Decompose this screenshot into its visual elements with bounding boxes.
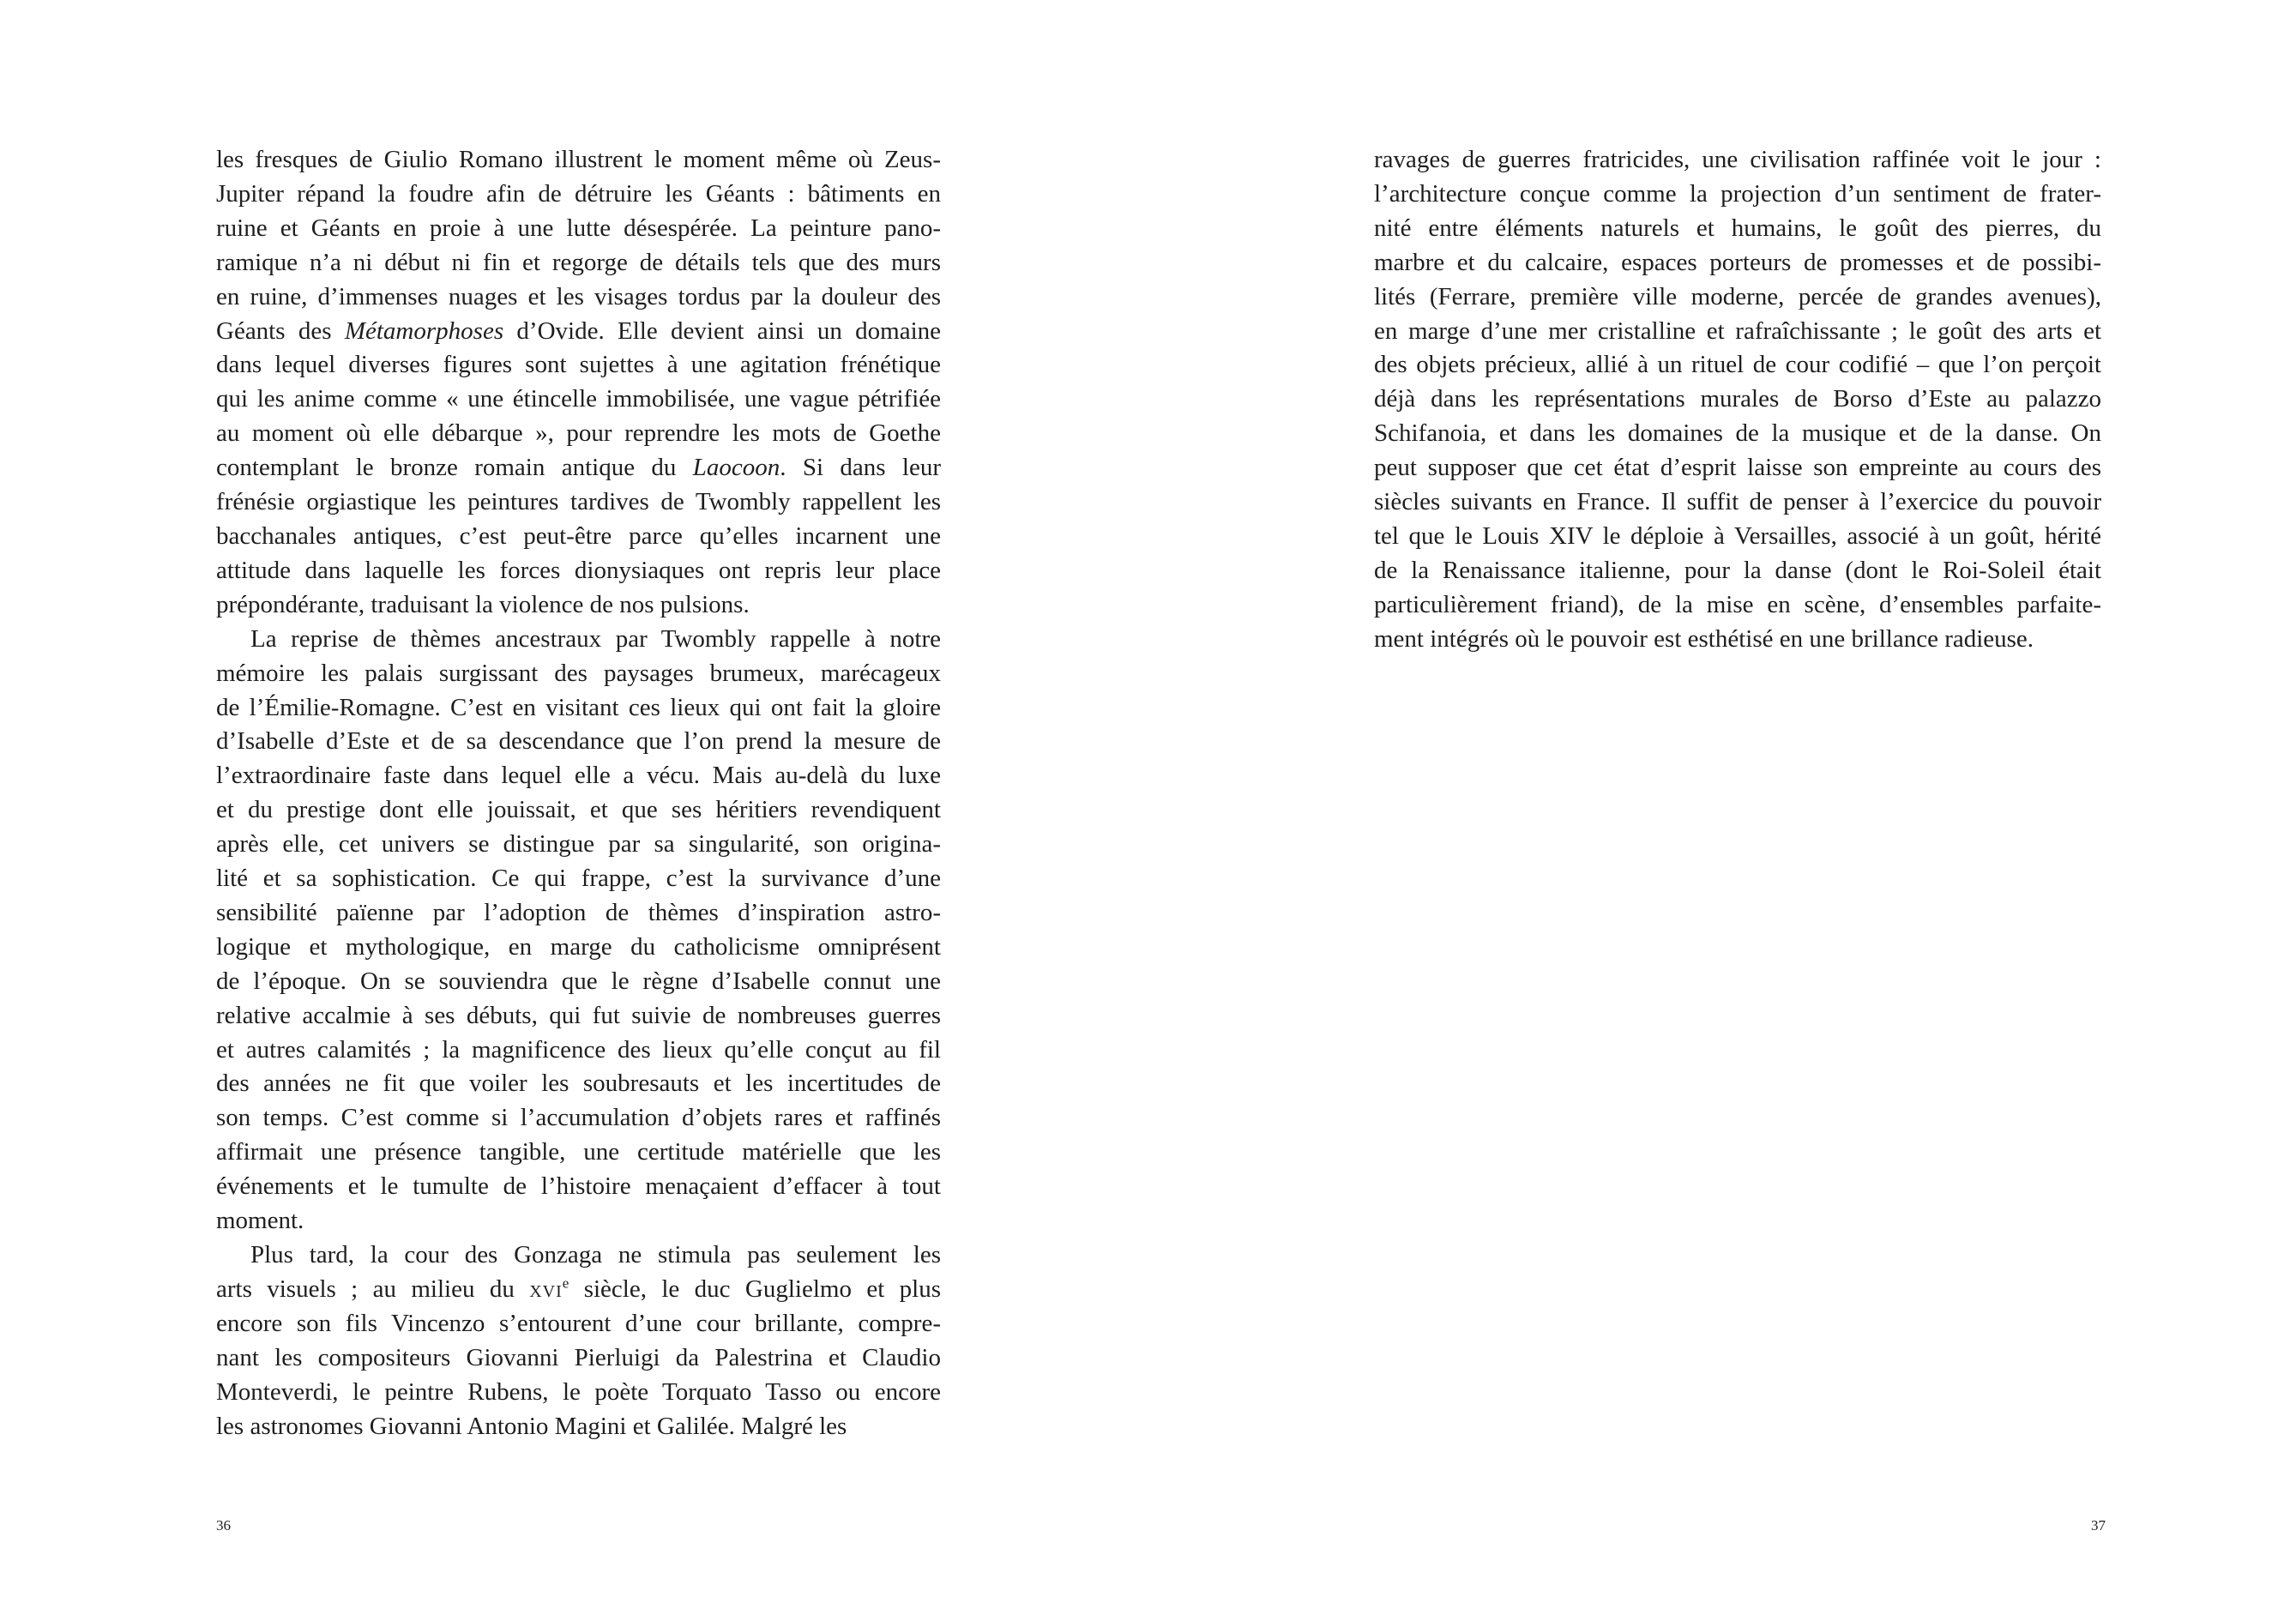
text-segment: affirmait une présence tangible, une certitude matérielle que les [216, 1138, 941, 1166]
text-line [216, 588, 941, 623]
text-line [216, 862, 941, 896]
text-line [216, 657, 941, 691]
text-segment: les astronomes Giovanni Antonio Magini et Galilée. Malgré les [216, 1412, 847, 1440]
text-line [216, 554, 941, 588]
text-line [1374, 554, 2101, 588]
text-line [1374, 212, 2101, 246]
text-segment: frénésie orgiastique les peintures tardives de Twombly rappellent les [216, 488, 941, 516]
text-line [216, 965, 941, 999]
text-line [216, 1170, 941, 1204]
text-segment: lités (Ferrare, première ville moderne, percée de grandes avenues), [1374, 282, 2101, 310]
text-line [216, 1341, 941, 1376]
text-line [216, 1067, 941, 1101]
text-segment: de l’Émilie-Romagne. C’est en visitant ces lieux qui ont fait la gloire [216, 693, 941, 721]
text-segment: dans lequel diverses figures sont sujettes à une agitation frénétique [216, 351, 941, 379]
text-segment: La reprise de thèmes ancestraux par Twombly rappelle à notre [250, 624, 941, 653]
text-line [216, 143, 941, 178]
text-segment: nité entre éléments naturels et humains, le goût des pierres, du [1374, 214, 2101, 242]
text-segment: Géants des [216, 316, 345, 345]
text-segment: ment intégrés où le pouvoir est esthétisé en une brillance radieuse. [1374, 624, 2034, 653]
text-segment: en marge d’une mer cristalline et rafraîchissante ; le goût des arts et [1374, 316, 2101, 345]
text-line [216, 896, 941, 931]
text-segment: . Si dans leur [780, 454, 941, 482]
text-line [216, 1136, 941, 1170]
text-line [216, 691, 941, 726]
text-line [1374, 485, 2101, 520]
paragraph [216, 143, 941, 623]
text-line [216, 828, 941, 862]
text-line [1374, 588, 2101, 623]
text-segment: tel que le Louis XIV le déploie à Versailles, associé à un goût, hérité [1374, 521, 2101, 550]
text-line [216, 520, 941, 554]
text-segment: ravages de guerres fratricides, une civilisation raffinée voit le jour : [1374, 146, 2101, 173]
text-segment: de la Renaissance italienne, pour la danse (dont le Roi-Soleil était [1374, 556, 2101, 584]
text-line [216, 485, 941, 520]
text-line [216, 1033, 941, 1068]
text-segment: prépondérante, traduisant la violence de nos pulsions. [216, 590, 750, 618]
text-line [216, 623, 941, 657]
text-line [216, 931, 941, 965]
text-line [1374, 417, 2101, 451]
text-segment: l’architecture conçue comme la projection d’un sentiment de frater- [1374, 179, 2101, 208]
text-line [1374, 520, 2101, 554]
text-segment: bacchanales antiques, c’est peut-être parce qu’elles incarnent une [216, 521, 941, 550]
text-line [216, 417, 941, 451]
text-line [216, 1238, 941, 1273]
text-line [1374, 451, 2101, 485]
text-line [216, 1376, 941, 1410]
text-segment: de l’époque. On se souviendra que le règne d’Isabelle connut une [216, 967, 941, 995]
text-segment: d’Ovide. Elle devient ainsi un domaine [503, 316, 942, 345]
text-segment: des années ne fit que voiler les soubresauts et les incertitudes de [216, 1070, 941, 1098]
text-segment: au moment où elle débarque », pour reprendre les mots de Goethe [216, 419, 941, 448]
text-line [216, 725, 941, 759]
text-line [216, 759, 941, 793]
text-segment: mémoire les palais surgissant des paysages brumeux, marécageux [216, 659, 941, 687]
paragraph [216, 1238, 941, 1443]
text-line [216, 280, 941, 315]
text-line [1374, 623, 2101, 657]
text-segment: attitude dans laquelle les forces dionysiaques ont repris leur place [216, 556, 941, 584]
text-line [1374, 178, 2101, 212]
text-segment: qui les anime comme « une étincelle immobilisée, une vague pétrifiée [216, 385, 941, 413]
text-line [1374, 315, 2101, 349]
text-line [216, 1273, 941, 1307]
text-segment: marbre et du calcaire, espaces porteurs de promesses et de possibi- [1374, 248, 2101, 276]
text-segment: nant les compositeurs Giovanni Pierluigi da Palestrina et Claudio [216, 1343, 941, 1371]
text-line [216, 1101, 941, 1136]
text-segment: peut supposer que cet état d’esprit laisse son empreinte au cours des [1374, 454, 2101, 482]
text-line [216, 793, 941, 828]
text-segment: arts visuels ; au milieu du [216, 1275, 530, 1303]
text-segment: sensibilité païenne par l’adoption de thèmes d’inspiration astro- [216, 898, 941, 926]
text-segment: Monteverdi, le peintre Rubens, le poète Torquato Tasso ou encore [216, 1377, 941, 1406]
text-segment: des objets précieux, allié à un rituel de cour codifié – que l’on perçoit [1374, 351, 2101, 379]
text-segment: Plus tard, la cour des Gonzaga ne stimula pas seulement les [250, 1241, 941, 1268]
paragraph [216, 623, 941, 1238]
text-segment: son temps. C’est comme si l’accumulation d’objets rares et raffinés [216, 1104, 941, 1132]
text-segment: relative accalmie à ses débuts, qui fut suivie de nombreuses guerres [216, 1001, 941, 1029]
text-segment: lité et sa sophistication. Ce qui frappe, c’est la survivance d’une [216, 865, 941, 893]
text-line [1374, 348, 2101, 383]
text-segment: Jupiter répand la foudre afin de détruire les Géants : bâtiments en [216, 179, 941, 208]
italic-title: Laocoon [692, 454, 780, 482]
text-segment: l’extraordinaire faste dans lequel elle a vécu. Mais au-delà du luxe [216, 762, 941, 790]
text-segment: contemplant le bronze romain antique du [216, 454, 693, 482]
superscript: e [562, 1275, 569, 1292]
text-segment: particulièrement friand), de la mise en scène, d’ensembles parfaite- [1374, 590, 2101, 618]
text-line [216, 246, 941, 280]
text-line [216, 348, 941, 383]
text-line [216, 999, 941, 1033]
text-segment: événements et le tumulte de l’histoire menaçaient d’effacer à tout [216, 1172, 941, 1201]
text-segment: et autres calamités ; la magnificence des lieux qu’elle conçut au fil [216, 1035, 941, 1064]
text-segment: et du prestige dont elle jouissait, et que ses héritiers revendiquent [216, 796, 941, 824]
text-line [1374, 383, 2101, 417]
text-line [216, 315, 941, 349]
text-line [1374, 280, 2101, 315]
text-line [1374, 143, 2101, 178]
text-line [216, 451, 941, 485]
text-line [216, 1204, 941, 1238]
text-line [216, 1307, 941, 1341]
text-segment: ruine et Géants en proie à une lutte désespérée. La peinture pano- [216, 214, 941, 242]
text-line [216, 1410, 941, 1444]
text-line [216, 383, 941, 417]
text-segment: encore son fils Vincenzo s’entourent d’une cour brillante, compre- [216, 1309, 941, 1337]
text-segment: siècles suivants en France. Il suffit de penser à l’exercice du pouvoir [1374, 488, 2101, 516]
page-number-left: 36 [216, 1517, 231, 1534]
text-line [216, 178, 941, 212]
text-segment: après elle, cet univers se distingue par sa singularité, son origina- [216, 830, 941, 859]
text-segment: moment. [216, 1207, 304, 1235]
page-number-right: 37 [2091, 1517, 2106, 1534]
text-segment: siècle, le duc Guglielmo et plus [569, 1275, 941, 1303]
text-line [1374, 246, 2101, 280]
text-segment: déjà dans les représentations murales de Borso d’Este au palazzo [1374, 385, 2101, 413]
text-segment: ramique n’a ni début ni fin et regorge de détails tels que des murs [216, 248, 941, 276]
right-page-body [1374, 143, 2101, 657]
text-segment: en ruine, d’immenses nuages et les visages tordus par la douleur des [216, 282, 941, 310]
text-segment: les fresques de Giulio Romano illustrent le moment même où Zeus- [216, 146, 941, 173]
right-page [1148, 0, 2296, 1621]
paragraph [1374, 143, 2101, 657]
roman-numeral: xvi [529, 1275, 563, 1303]
text-segment: Schifanoia, et dans les domaines de la musique et de la danse. On [1374, 419, 2101, 448]
left-page-body [216, 143, 941, 1443]
text-segment: logique et mythologique, en marge du catholicisme omniprésent [216, 932, 941, 961]
text-segment: d’Isabelle d’Este et de sa descendance que l’on prend la mesure de [216, 727, 941, 756]
italic-title: Métamorphoses [344, 316, 504, 345]
text-line [216, 212, 941, 246]
